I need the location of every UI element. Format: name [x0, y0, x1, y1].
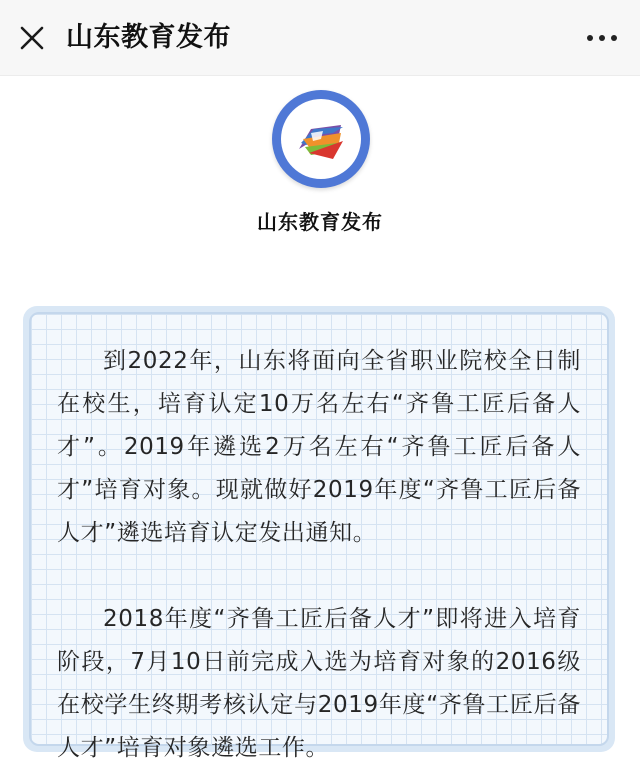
top-nav-bar [0, 0, 640, 76]
article-card-body [29, 312, 609, 761]
more-button[interactable] [582, 22, 622, 54]
article-card [23, 306, 615, 761]
close-button[interactable] [14, 20, 50, 56]
logo-inner [281, 99, 361, 179]
close-icon [19, 25, 45, 51]
page-title: 山东教育发布 [66, 22, 231, 53]
article-paragraph-2: 2018年度“齐鲁工匠后备人才”即将进入培育阶段，7月10日前完成入选为培育对象的2016级在校学生终期考核认定与2019年度“齐鲁工匠后备人才”培育对象遴选工作。 [57, 606, 581, 761]
more-dots-icon [586, 34, 618, 42]
account-avatar[interactable] [272, 90, 370, 188]
article-paragraph-1: 到2022年，山东将面向全省职业院校全日制在校生，培育认定10万名左右“齐鲁工匠后备人才”。2019年遴选2万名左右“齐鲁工匠后备人才”培育对象。现就做好2019年度“齐鲁工匠后备人才”遴选培育认定发出通知。 [57, 348, 581, 546]
shandong-education-logo-icon [281, 99, 361, 179]
account-name: 山东教育发布 [257, 210, 383, 234]
